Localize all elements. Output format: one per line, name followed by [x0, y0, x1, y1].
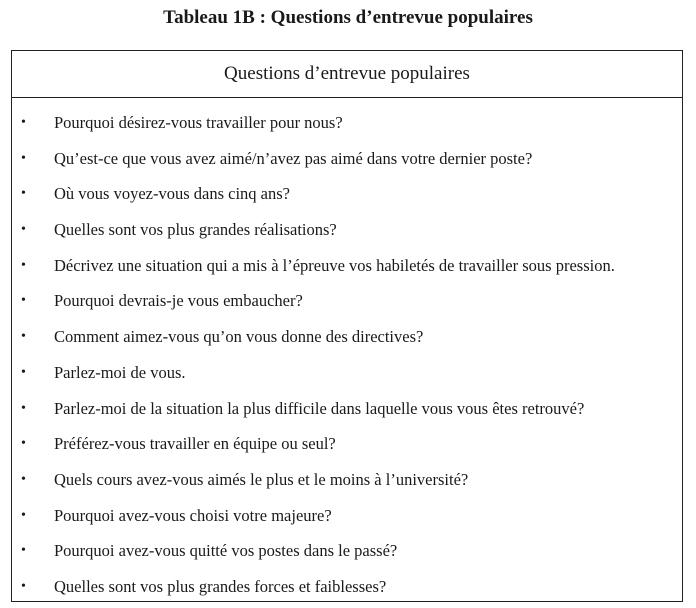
question-item — [12, 355, 682, 391]
bullet-icon: • — [21, 329, 26, 345]
bullet-icon: • — [21, 578, 26, 594]
question-item — [12, 248, 682, 284]
question-text: Pourquoi avez-vous choisi votre majeure? — [54, 505, 332, 525]
bullet-icon: • — [21, 115, 26, 130]
question-item — [12, 176, 682, 212]
question-item — [12, 569, 682, 605]
bullet-icon: • — [21, 400, 26, 416]
question-item — [12, 462, 682, 498]
bullet-icon: • — [21, 222, 26, 238]
question-text: Comment aimez-vous qu’on vous donne des directives? — [54, 327, 424, 347]
question-item — [12, 391, 682, 427]
question-text: Pourquoi devrais-je vous embaucher? — [54, 291, 303, 311]
question-text: Quels cours avez-vous aimés le plus et le moins à l’université? — [54, 469, 469, 489]
question-text: Parlez-moi de vous. — [54, 362, 186, 382]
question-item — [12, 426, 682, 462]
question-text: Quelles sont vos plus grandes réalisations? — [54, 220, 337, 240]
bullet-icon: • — [21, 436, 26, 452]
question-text: Pourquoi désirez-vous travailler pour nous? — [54, 113, 343, 132]
question-item — [12, 533, 682, 569]
bullet-icon: • — [21, 150, 26, 166]
bullet-icon: • — [21, 186, 26, 202]
table-header: Questions d’entrevue populaires — [12, 51, 682, 98]
question-text: Où vous voyez-vous dans cinq ans? — [54, 184, 290, 204]
bullet-icon: • — [21, 364, 26, 380]
questions-table — [11, 50, 683, 602]
question-list — [12, 105, 682, 605]
question-item — [12, 283, 682, 319]
bullet-icon: • — [21, 543, 26, 559]
document-title: Tableau 1B : Questions d’entrevue populaires — [163, 7, 533, 28]
bullet-icon: • — [21, 257, 26, 273]
question-item — [12, 105, 682, 141]
bullet-icon: • — [21, 471, 26, 487]
question-text: Pourquoi avez-vous quitté vos postes dans le passé? — [54, 541, 398, 561]
bullet-icon: • — [21, 507, 26, 523]
question-item — [12, 319, 682, 355]
question-text: Qu’est-ce que vous avez aimé/n’avez pas aimé dans votre dernier poste? — [54, 148, 533, 168]
question-item — [12, 141, 682, 177]
question-item — [12, 498, 682, 534]
question-text: Décrivez une situation qui a mis à l’épreuve vos habiletés de travailler sous pression. — [54, 255, 615, 275]
bullet-icon: • — [21, 293, 26, 309]
question-text: Quelles sont vos plus grandes forces et faiblesses? — [54, 576, 387, 596]
question-text: Préférez-vous travailler en équipe ou seul? — [54, 434, 336, 454]
question-text: Parlez-moi de la situation la plus difficile dans laquelle vous vous êtes retrouvé? — [54, 398, 585, 418]
question-item — [12, 212, 682, 248]
